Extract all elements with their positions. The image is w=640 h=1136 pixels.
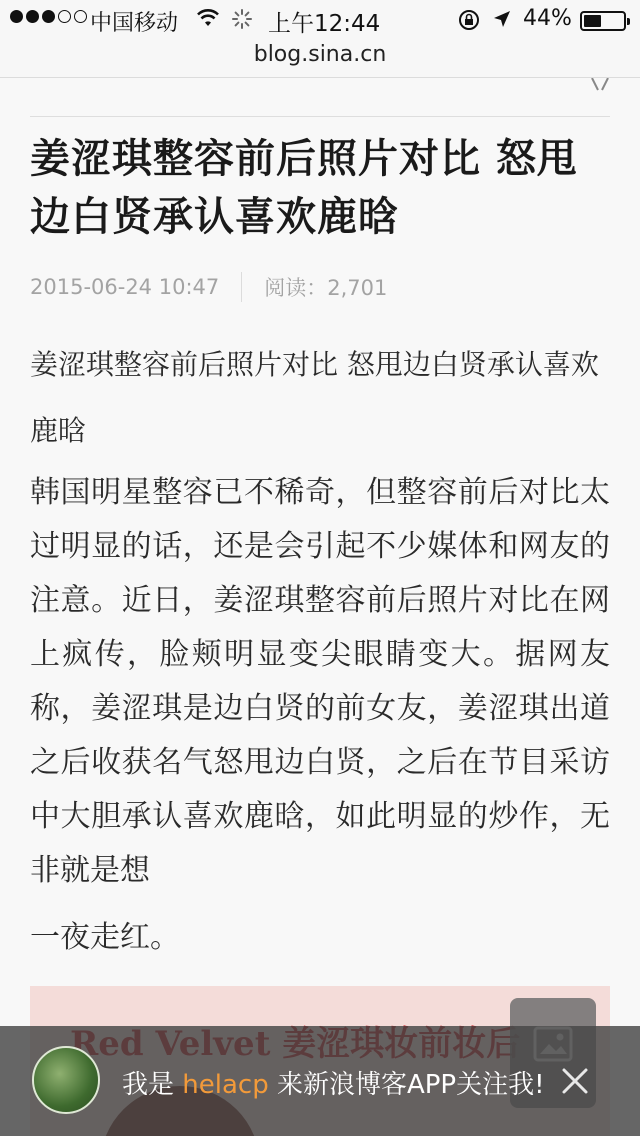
wifi-icon bbox=[196, 8, 220, 28]
article-lead: 姜涩琪整容前后照片对比 怒甩边白贤承认喜欢鹿晗 bbox=[30, 348, 599, 447]
article-meta bbox=[30, 272, 387, 302]
signal-dot bbox=[58, 10, 71, 23]
loading-spinner-icon bbox=[232, 9, 252, 29]
battery-icon bbox=[580, 11, 626, 31]
banner-username: helacp bbox=[182, 1070, 269, 1100]
location-arrow-icon bbox=[492, 9, 512, 29]
url-text: blog.sina.cn bbox=[253, 42, 387, 67]
status-bar bbox=[0, 0, 640, 40]
banner-prefix: 我是 bbox=[122, 1070, 183, 1100]
clock-time: 上午12:44 bbox=[268, 11, 381, 37]
signal-dot bbox=[74, 10, 87, 23]
meta-divider bbox=[241, 272, 242, 302]
signal-dot bbox=[42, 10, 55, 23]
article-body: 韩国明星整容已不稀奇，但整容前后对比太过明显的话，还是会引起不少媒体和网友的注意。近日，姜涩琪整容前后照片对比在网上疯传，脸颊明显变尖眼睛变大。据网友称，姜涩琪是边白贤的前女友，姜涩琪出道之后收获名气怒甩边白贤，之后在节目采访中大胆承认喜欢鹿晗，如此明显的炒作，无非就是想 bbox=[30, 475, 610, 888]
banner-suffix: 来新浪博客APP关注我! bbox=[268, 1070, 545, 1100]
divider bbox=[30, 116, 610, 117]
avatar bbox=[32, 1046, 100, 1114]
article-body-end: 一夜走红。 bbox=[30, 920, 180, 955]
signal-dot bbox=[26, 10, 39, 23]
signal-strength-icon bbox=[10, 10, 87, 23]
rotation-lock-icon bbox=[458, 9, 480, 31]
close-icon[interactable] bbox=[560, 1066, 590, 1096]
carrier-name: 中国移动 bbox=[90, 11, 179, 36]
page-header-rule bbox=[30, 78, 610, 117]
banner-message bbox=[122, 1064, 545, 1101]
publish-date: 2015-06-24 10:47 bbox=[30, 275, 220, 299]
article-title: 姜涩琪整容前后照片对比 怒甩边白贤承认喜欢鹿晗 bbox=[30, 136, 578, 240]
read-count: 阅读：2,701 bbox=[264, 276, 388, 300]
battery-percent: 44% bbox=[523, 6, 572, 31]
battery-nub bbox=[627, 18, 630, 25]
battery-fill bbox=[584, 15, 601, 27]
follow-app-banner[interactable] bbox=[0, 1026, 640, 1136]
signal-dot bbox=[10, 10, 23, 23]
share-icon[interactable] bbox=[590, 78, 610, 92]
address-bar[interactable] bbox=[0, 40, 640, 78]
